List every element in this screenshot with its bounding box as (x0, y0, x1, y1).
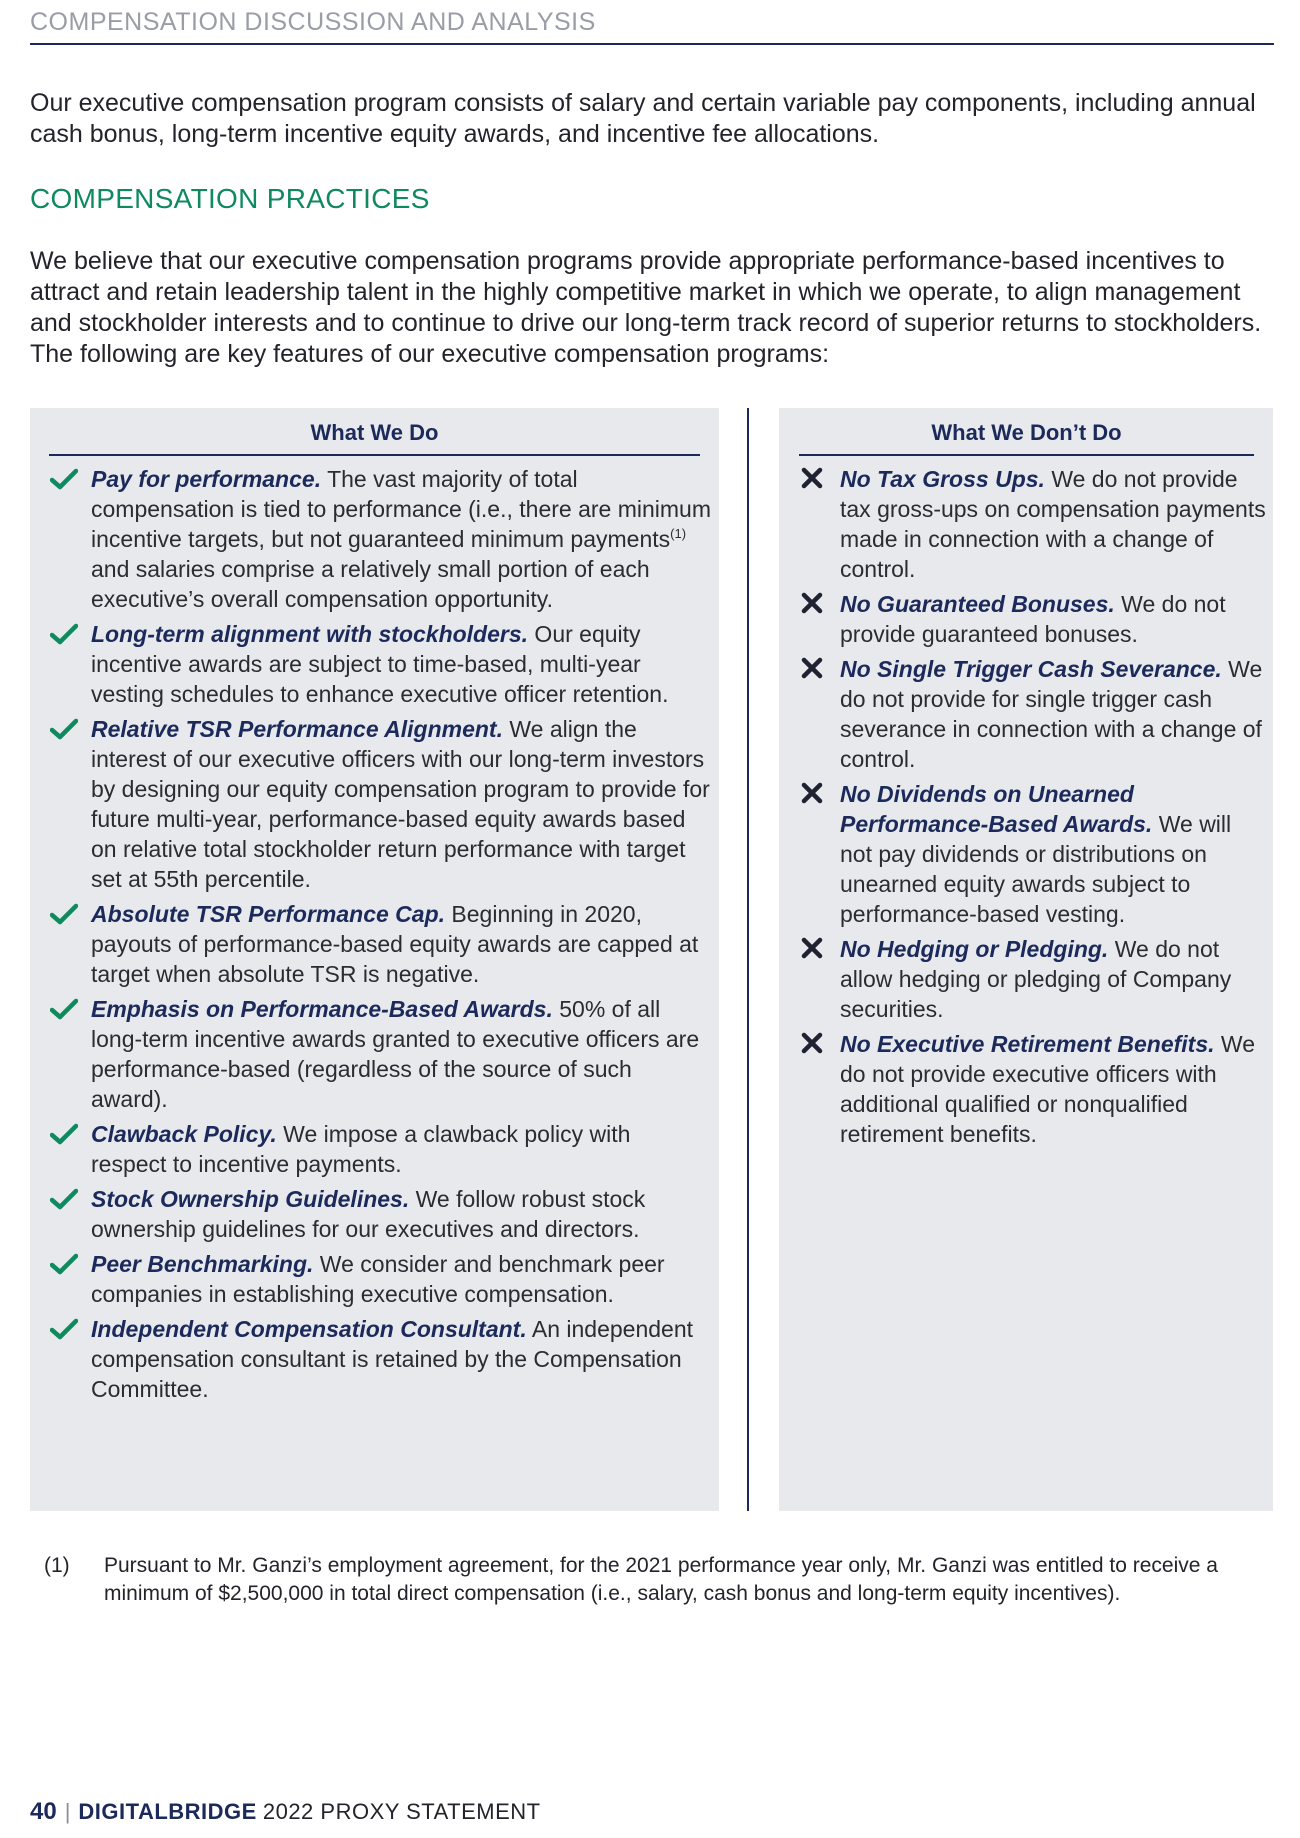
checkmark-icon (50, 467, 78, 491)
item-term: Long-term alignment with stockholders. (91, 621, 529, 647)
list-item (50, 464, 712, 614)
item-term: Independent Compensation Consultant. (91, 1316, 527, 1342)
what-we-do-list (50, 464, 712, 1409)
checkmark-icon (50, 902, 78, 926)
item-term: Relative TSR Performance Alignment. (91, 716, 503, 742)
x-mark-icon (799, 592, 827, 616)
what-we-do-title: What We Do (49, 420, 700, 456)
list-item (799, 589, 1267, 649)
what-we-dont-do-list (799, 464, 1267, 1154)
list-item (799, 934, 1267, 1024)
item-text: The vast majority of total compensation is tied to performance (i.e., there are minimum incentive targets, but not guaranteed minimum payments (91, 466, 711, 552)
footnote (44, 1552, 1274, 1608)
checkmark-icon (50, 1317, 78, 1341)
checkmark-icon (50, 1187, 78, 1211)
what-we-dont-do-panel (779, 408, 1273, 1511)
checkmark-icon (50, 997, 78, 1021)
item-term: No Single Trigger Cash Severance. (840, 656, 1222, 682)
item-text: We follow robust stock ownership guidelines for our executives and directors. (91, 1186, 646, 1242)
list-item (50, 899, 712, 989)
compensation-practices-heading: COMPENSATION PRACTICES (30, 183, 430, 214)
list-item (50, 1249, 712, 1309)
item-term: Stock Ownership Guidelines. (91, 1186, 410, 1212)
item-term: No Guaranteed Bonuses. (840, 591, 1115, 617)
item-text: 50% of all long-term incentive awards granted to executive officers are performance-based (regardless of the source of such award). (91, 996, 700, 1112)
item-text: Beginning in 2020, payouts of performance-based equity awards are capped at target when absolute TSR is negative. (91, 901, 699, 987)
footnote-number: (1) (44, 1554, 70, 1577)
footnote-reference: (1) (670, 526, 687, 541)
list-item (799, 779, 1267, 929)
list-item (50, 619, 712, 709)
item-text: We do not provide guaranteed bonuses. (840, 591, 1226, 647)
footer-separator: | (64, 1799, 71, 1824)
item-term: No Dividends on Unearned Performance-Based Awards. (840, 781, 1153, 837)
item-term: No Executive Retirement Benefits. (840, 1031, 1215, 1057)
x-mark-icon (799, 782, 827, 806)
footer-brand: DIGITALBRIDGE (78, 1799, 257, 1824)
item-text: We do not provide executive officers with additional qualified or nonqualified retirement benefits. (840, 1031, 1255, 1147)
item-text: We will not pay dividends or distributions on unearned equity awards subject to performance-based vesting. (840, 811, 1232, 927)
list-item (50, 1184, 712, 1244)
x-mark-icon (799, 657, 827, 681)
item-text: and salaries comprise a relatively small portion of each executive’s overall compensation opportunity. (91, 556, 650, 612)
footnote-text: Pursuant to Mr. Ganzi’s employment agreement, for the 2021 performance year only, Mr. Ganzi was entitled to receive a minimum of $2,500,000 in total direct compensation (i.e., salary, cash bonus and long-term equity incentives). (104, 1554, 1218, 1605)
item-text: Our equity incentive awards are subject to time-based, multi-year vesting schedules to enhance executive officer retention. (91, 621, 669, 707)
what-we-do-panel (30, 408, 719, 1511)
item-term: No Hedging or Pledging. (840, 936, 1109, 962)
checkmark-icon (50, 1252, 78, 1276)
list-item (799, 464, 1267, 584)
item-text: We consider and benchmark peer companies in establishing executive compensation. (91, 1251, 665, 1307)
item-text: We do not provide tax gross-ups on compensation payments made in connection with a change of control. (840, 466, 1266, 582)
list-item (50, 994, 712, 1114)
item-term: Absolute TSR Performance Cap. (91, 901, 446, 927)
x-mark-icon (799, 937, 827, 961)
list-item (799, 1029, 1267, 1149)
checkmark-icon (50, 622, 78, 646)
section-header: COMPENSATION DISCUSSION AND ANALYSIS (30, 8, 1274, 45)
checkmark-icon (50, 1122, 78, 1146)
item-text: We impose a clawback policy with respect to incentive payments. (91, 1121, 631, 1177)
page-number: 40 (30, 1798, 57, 1825)
item-text: We do not provide for single trigger cash severance in connection with a change of control. (840, 656, 1263, 772)
item-text: We align the interest of our executive officers with our long-term investors by designing our equity compensation program to provide for future multi-year, performance-based equity awards based on relative total stockholder return performance with target set at 55th percentile. (91, 716, 710, 892)
practices-paragraph: We believe that our executive compensation programs provide appropriate performance-based incentives to attract and retain leadership talent in the highly competitive market in which we operate, to align management and stockholder interests and to continue to drive our long-term track record of superior returns to stockholders. The following are key features of our executive compensation programs: (30, 247, 1262, 368)
item-term: No Tax Gross Ups. (840, 466, 1045, 492)
x-mark-icon (799, 467, 827, 491)
intro-paragraph: Our executive compensation program consists of salary and certain variable pay components, including annual cash bonus, long-term incentive equity awards, and incentive fee allocations. (30, 89, 1256, 148)
item-term: Emphasis on Performance-Based Awards. (91, 996, 553, 1022)
item-term: Peer Benchmarking. (91, 1251, 314, 1277)
item-text: We do not allow hedging or pledging of Company securities. (840, 936, 1232, 1022)
item-text: An independent compensation consultant is retained by the Compensation Committee. (91, 1316, 694, 1402)
item-term: Pay for performance. (91, 466, 322, 492)
list-item (50, 1119, 712, 1179)
checkmark-icon (50, 717, 78, 741)
what-we-dont-do-title: What We Don’t Do (799, 420, 1254, 456)
column-divider (747, 408, 749, 1511)
page-footer (30, 1798, 541, 1826)
list-item (50, 714, 712, 894)
list-item (50, 1314, 712, 1404)
item-term: Clawback Policy. (91, 1121, 277, 1147)
list-item (799, 654, 1267, 774)
x-mark-icon (799, 1032, 827, 1056)
footer-document-title: 2022 PROXY STATEMENT (262, 1799, 541, 1824)
